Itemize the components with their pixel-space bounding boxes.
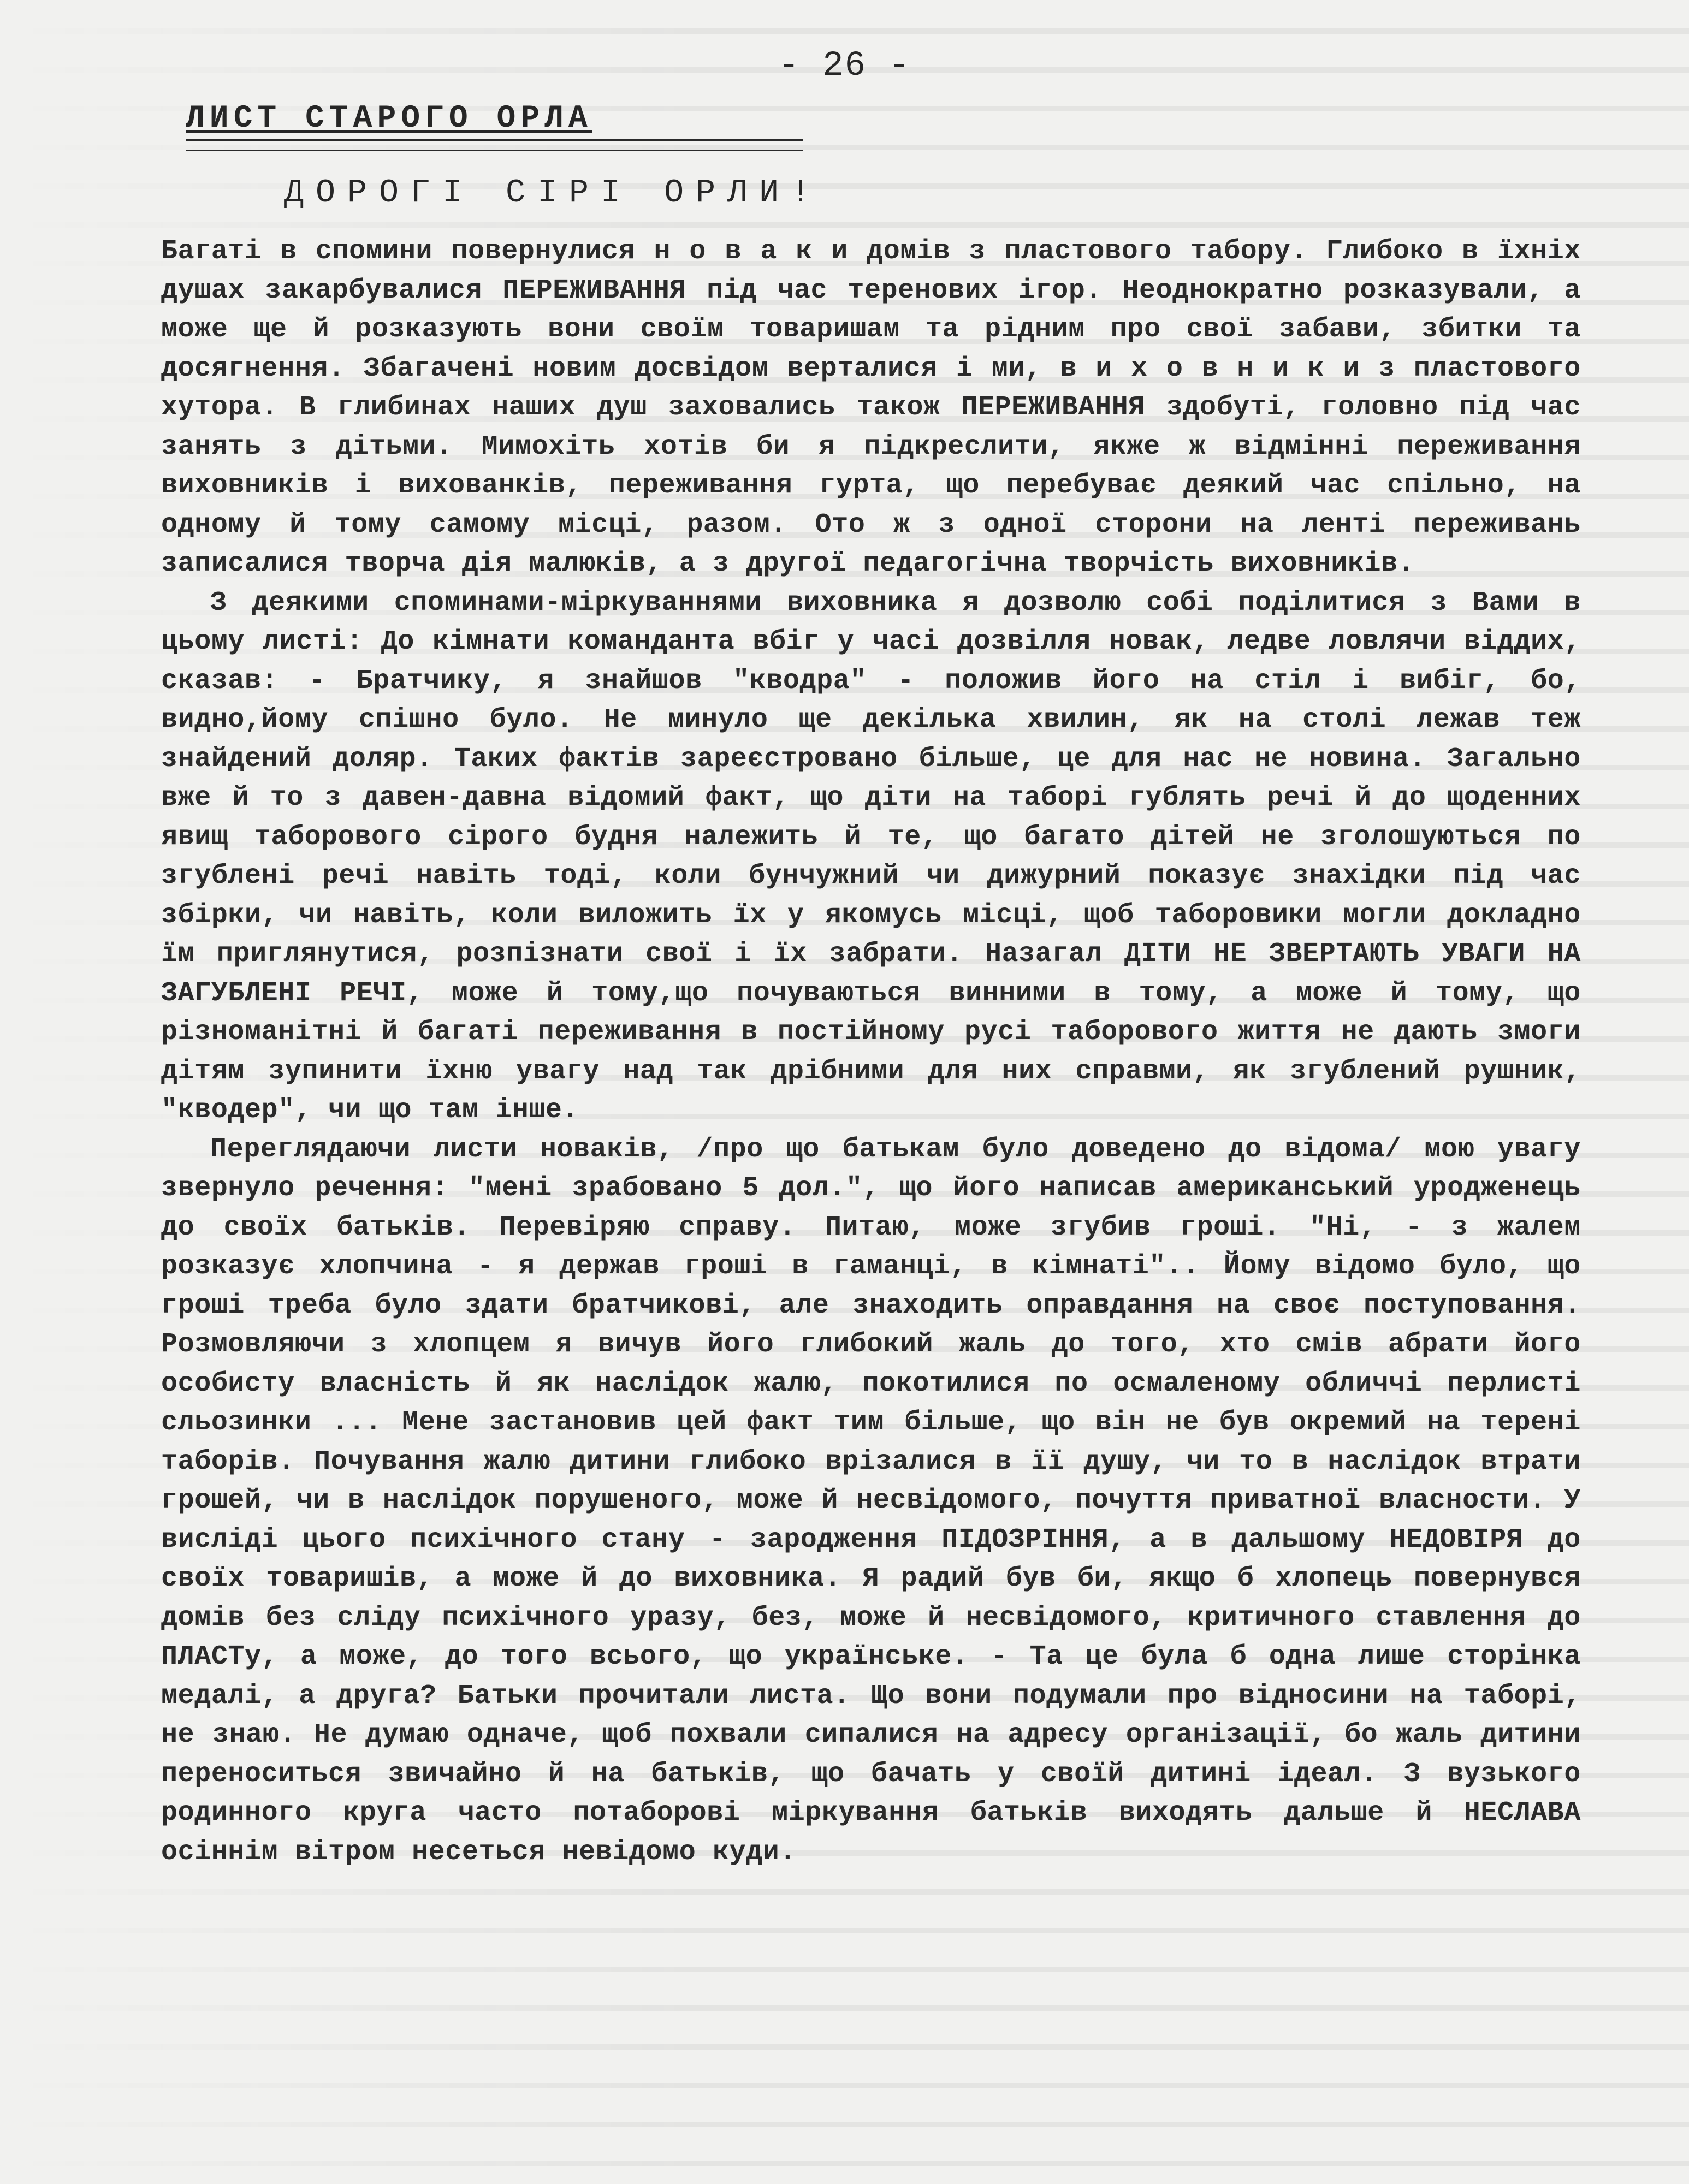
letter-title: ЛИСТ СТАРОГО ОРЛА — [186, 101, 592, 136]
page-number: - 26 - — [778, 46, 911, 86]
letter-body — [161, 232, 1581, 1872]
greeting: ДОРОГІ СІРІ ОРЛИ! — [284, 175, 823, 212]
paragraph-3: Переглядаючи листи новаків, /про що батькам було доведено до відома/ мою увагу звернуло речення: "мені зрабовано 5 дол.", що його написав американський уродженець до своїх батьків. Перевіряю справу. Питаю, може згубив гроші. "Ні, - з жалем розказує хлопчина - я держав гроші в гаманці, в кімнаті".. Йому відомо було, що гроші треба було здати братчикові, але знаходить оправдання на своє поступовання. Розмовляючи з хлопцем я вичув його глибокий жаль до того, хто смів абрати його особисту власність й як наслідок жалю, покотилися по осмаленому обличчі перлисті сльозинки ... Мене застановив цей факт тим більше, що він не був окремий на терені таборів. Почування жалю дитини глибоко врізалися в її душу, чи то в наслідок втрати грошей, чи в наслідок порушеного, може й несвідомого, почуття приватної власности. У висліді цього психічного стану - зародження ПІДОЗРІННЯ, а в дальшому НЕДОВІРЯ до своїх товаришів, а може й до виховника. Я радий був би, якщо б хлопець повернувся домів без сліду психічного уразу, без, може й несвідомого, критичного ставлення до ПЛАСТу, а може, до того всього, що українське. - Та це була б одна лише сторінка медалі, а друга? Батьки прочитали листа. Що вони подумали про відносини на таборі, не знаю. Не думаю одначе, щоб похвали сипалися на адресу організації, бо жаль дитини переноситься звичайно й на батьків, що бачать у своїй дитині ідеал. З вузького родинного круга часто потаборові міркування батьків виходять дальше й НЕСЛАВА осіннім вітром несеться невідомо куди. — [161, 1133, 1581, 1868]
title-double-rule — [186, 139, 803, 151]
paragraph-1: Багаті в спомини повернулися н о в а к и домів з пластового табору. Глибоко в їхніх душах закарбувалися ПЕРЕЖИВАННЯ під час теренових ігор. Неоднократно розказували, а може ще й розказують вони своїм товаришам та рідним про свої забави, збитки та досягнення. Збагачені новим досвідом верталися і ми, в и х о в н и к и з пластового хутора. В глибинах наших душ заховались також ПЕРЕЖИВАННЯ здобуті, головно під час занять з дітьми. Мимохіть хотів би я підкреслити, якже ж відмінні переживання виховників і вихованків, переживання гурта, що перебуває деякий час спільно, на одному й тому самому місці, разом. Ото ж з одної сторони на ленті переживань записалися творча дія малюків, а з другої педагогічна творчість виховників. — [161, 236, 1581, 579]
paragraph-2: З деякими споминами-міркуваннями виховника я дозволю собі поділитися з Вами в цьому листі: До кімнати команданта вбіг у часі дозвілля новак, ледве ловлячи віддих, сказав: - Братчику, я знайшов "кводра" - положив його на стіл і вибіг, бо, видно,йому спішно було. Не минуло ще декілька хвилин, як на столі лежав теж знайдений доляр. Таких фактів зареєстровано більше, це для нас не новина. Загально вже й то з давен-давна відомий факт, що діти на таборі гублять речі й до щоденних явищ таборового сірого будня належить й те, що багато дітей не зголошуються по згублені речі навіть тоді, коли бунчужний чи дижурний показує знахідки під час збірки, чи навіть, коли виложить їх у якомусь місці, щоб таборовики могли докладно їм приглянутися, розпізнати свої і їх забрати. Назагал ДІТИ НЕ ЗВЕРТАЮТЬ УВАГИ НА ЗАГУБЛЕНІ РЕЧІ, може й тому,що почуваються винними в тому, а може й тому, що різноманітні й багаті переживання в постійному русі таборового життя не дають змоги дітям зупинити їхню увагу над так дрібними для них справми, як згублений рушник, "кводер", чи що там інше. — [161, 587, 1581, 1126]
